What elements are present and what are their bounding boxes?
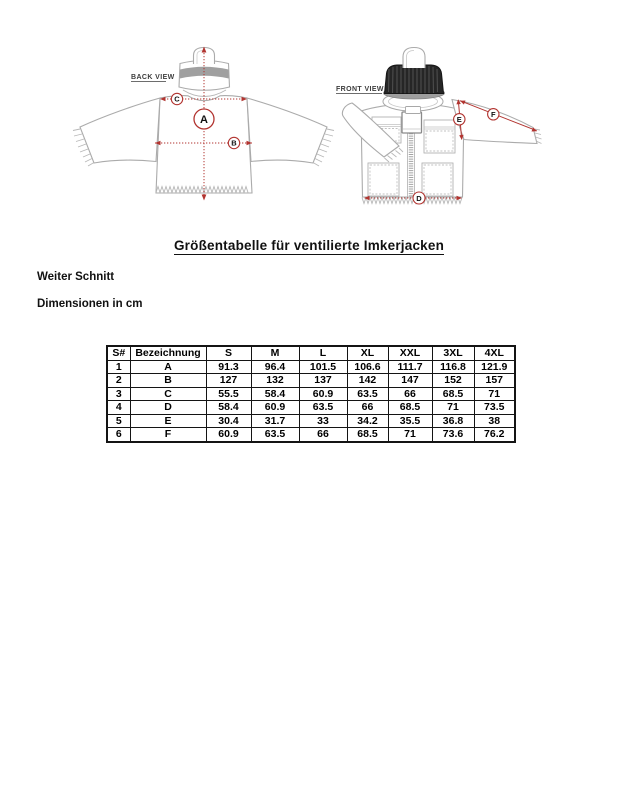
page-title bbox=[0, 238, 618, 253]
table-cell: 73.6 bbox=[432, 428, 474, 442]
table-header-row bbox=[107, 346, 515, 360]
page-title-text: Größentabelle für ventilierte Imkerjacken bbox=[173, 238, 445, 253]
table-header-cell: 4XL bbox=[474, 346, 515, 360]
table-cell: 101.5 bbox=[299, 360, 347, 374]
table-cell: 60.9 bbox=[299, 387, 347, 401]
table-row bbox=[107, 414, 515, 428]
table-cell: 73.5 bbox=[474, 401, 515, 415]
table-cell: 1 bbox=[107, 360, 130, 374]
table-header-cell: XXL bbox=[388, 346, 432, 360]
jacket-diagrams bbox=[0, 0, 618, 232]
fit-note: Weiter Schnitt bbox=[37, 271, 115, 283]
table-row bbox=[107, 387, 515, 401]
table-cell: 5 bbox=[107, 414, 130, 428]
table-cell: 147 bbox=[388, 374, 432, 388]
table-cell: 66 bbox=[347, 401, 388, 415]
table-cell: 71 bbox=[432, 401, 474, 415]
front-chest-box bbox=[402, 112, 422, 133]
table-cell: 60.9 bbox=[206, 428, 251, 442]
front-view-drawing bbox=[336, 48, 542, 205]
table-cell: 76.2 bbox=[474, 428, 515, 442]
table-cell: 68.5 bbox=[432, 387, 474, 401]
table-cell: 58.4 bbox=[206, 401, 251, 415]
front-zipper bbox=[408, 130, 415, 197]
table-cell: 157 bbox=[474, 374, 515, 388]
table-cell: E bbox=[130, 414, 206, 428]
table-cell: 33 bbox=[299, 414, 347, 428]
table-cell: 137 bbox=[299, 374, 347, 388]
table-cell: 66 bbox=[299, 428, 347, 442]
back-left-sleeve bbox=[80, 98, 160, 163]
table-header-cell: L bbox=[299, 346, 347, 360]
back-right-sleeve bbox=[247, 98, 327, 163]
table-cell: 111.7 bbox=[388, 360, 432, 374]
table-cell: 6 bbox=[107, 428, 130, 442]
table-header-cell: M bbox=[251, 346, 299, 360]
marker-e-label: E bbox=[456, 115, 462, 124]
table-cell: 55.5 bbox=[206, 387, 251, 401]
table-cell: 142 bbox=[347, 374, 388, 388]
table-row bbox=[107, 401, 515, 415]
table-cell: 68.5 bbox=[388, 401, 432, 415]
back-view-drawing bbox=[73, 47, 334, 201]
table-header-cell: Bezeichnung bbox=[130, 346, 206, 360]
table-cell: D bbox=[130, 401, 206, 415]
table-cell: 63.5 bbox=[347, 387, 388, 401]
table-cell: 34.2 bbox=[347, 414, 388, 428]
size-table bbox=[106, 345, 516, 443]
table-cell: 38 bbox=[474, 414, 515, 428]
table-cell: 121.9 bbox=[474, 360, 515, 374]
table-cell: 96.4 bbox=[251, 360, 299, 374]
table-cell: 106.6 bbox=[347, 360, 388, 374]
table-cell: 116.8 bbox=[432, 360, 474, 374]
back-view-label: BACK VIEW bbox=[131, 74, 175, 81]
table-header-cell: S# bbox=[107, 346, 130, 360]
front-view-label: FRONT VIEW bbox=[336, 86, 384, 93]
table-cell: 35.5 bbox=[388, 414, 432, 428]
table-cell: 58.4 bbox=[251, 387, 299, 401]
table-cell: 66 bbox=[388, 387, 432, 401]
marker-d-label: D bbox=[416, 193, 422, 203]
table-cell: 71 bbox=[388, 428, 432, 442]
table-cell: 4 bbox=[107, 401, 130, 415]
table-cell: F bbox=[130, 428, 206, 442]
table-header-cell: XL bbox=[347, 346, 388, 360]
table-cell: 127 bbox=[206, 374, 251, 388]
table-cell: 3 bbox=[107, 387, 130, 401]
table-cell: 60.9 bbox=[251, 401, 299, 415]
table-row bbox=[107, 428, 515, 442]
table-cell: 91.3 bbox=[206, 360, 251, 374]
table-header-cell: S bbox=[206, 346, 251, 360]
table-cell: C bbox=[130, 387, 206, 401]
table-cell: 132 bbox=[251, 374, 299, 388]
table-cell: 30.4 bbox=[206, 414, 251, 428]
table-cell: 152 bbox=[432, 374, 474, 388]
marker-f-label: F bbox=[491, 110, 496, 119]
table-row bbox=[107, 374, 515, 388]
table-row bbox=[107, 360, 515, 374]
table-cell: 36.8 bbox=[432, 414, 474, 428]
marker-a-label: A bbox=[200, 114, 208, 126]
marker-b-label: B bbox=[231, 138, 237, 148]
marker-c-label: C bbox=[174, 94, 180, 104]
table-cell: A bbox=[130, 360, 206, 374]
table-cell: 63.5 bbox=[251, 428, 299, 442]
table-cell: 68.5 bbox=[347, 428, 388, 442]
table-cell: 31.7 bbox=[251, 414, 299, 428]
table-cell: 71 bbox=[474, 387, 515, 401]
table-cell: B bbox=[130, 374, 206, 388]
units-note: Dimensionen in cm bbox=[37, 298, 143, 310]
table-header-cell: 3XL bbox=[432, 346, 474, 360]
table-cell: 2 bbox=[107, 374, 130, 388]
table-cell: 63.5 bbox=[299, 401, 347, 415]
